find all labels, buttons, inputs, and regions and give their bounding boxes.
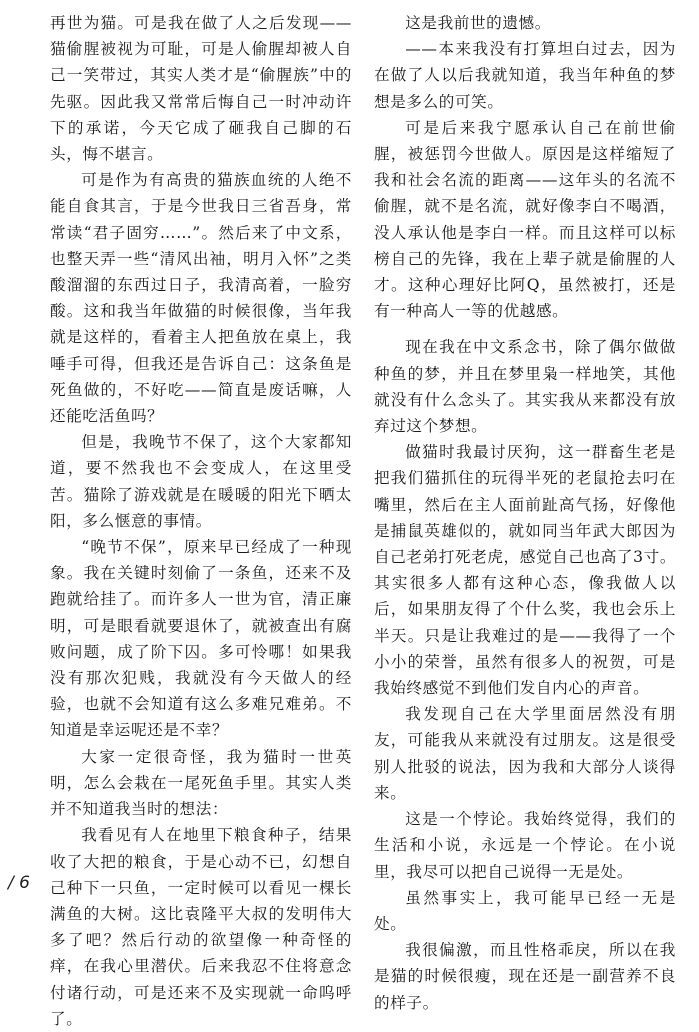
paragraph: 这是我前世的遗憾。 — [405, 14, 551, 32]
paragraph: 可是后来我宁愿承认自己在前世偷腥，被惩罚今世做人。原因是这样缩短了我和社会名流的距离——这年头的名流不偷腥，就不是名流，就好像李白不喝酒，没人承认他是李白一样。而且这样可以标榜自己的先锋，我在上辈子就是偷腥的人才。这种心理好比阿Q，虽然被打，还是有一种高人一等的优越感。 — [374, 118, 676, 321]
right-column — [374, 10, 676, 1016]
paragraph: 我看见有人在地里下粮食种子，结果收了大把的粮食，于是心动不已，幻想自己种下一只鱼，一定时候可以看见一棵长满鱼的大树。这比袁隆平大叔的发明伟大多了吧？然后行动的欲望像一种奇怪的痒，在我心里潜伏。后来我忍不住将意念付诸行动，可是还来不及实现就一命呜呼了。 — [50, 826, 352, 1028]
paragraph: 虽然事实上，我可能早已经一无是处。 — [374, 888, 676, 933]
paragraph: ——本来我没有打算坦白过去，因为在做了人以后我就知道，我当年种鱼的梦想是多么的可笑。 — [374, 40, 676, 111]
paragraph: 大家一定很奇怪，我为猫时一世英明，怎么会栽在一尾死鱼手里。其实人类并不知道我当时的想法： — [50, 747, 352, 819]
left-column — [50, 10, 352, 1032]
paragraph: 现在我在中文系念书，除了偶尔做做种鱼的梦，并且在梦里枭一样地笑，其他就没有什么念头了。其实我从来都没有放弃过这个梦想。 — [374, 338, 676, 436]
paragraph: “晚节不保”，原来早已经成了一种现象。我在关键时刻偷了一条鱼，还来不及跑就给挂了。而许多人一世为官，清正廉明，可是眼看就要退休了，就被查出有腐败问题，成了阶下囚。多可怜哪！如果我没有那次犯贱，我就没有今天做人的经验，也就不会知道有这么多难兄难弟。不知道是幸运呢还是不幸？ — [50, 538, 352, 740]
page-number: / 6 — [8, 873, 30, 893]
paragraph: 我很偏激，而且性格乖戾，所以在我是猫的时候很瘦，现在还是一副营养不良的样子。 — [374, 941, 676, 1012]
paragraph: 这是一个悖论。我始终觉得，我们的生活和小说，永远是一个悖论。在小说里，我尽可以把自己说得一无是处。 — [374, 810, 676, 881]
paragraph: 再世为猫。可是我在做了人之后发现——猫偷腥被视为可耻，可是人偷腥却被人自己一笑带过，其实人类才是“偷腥族”中的先驱。因此我又常常后悔自己一时冲动许下的承诺，今天它成了砸我自己脚的石头，悔不堪言。 — [50, 14, 352, 164]
paragraph: 但是，我晚节不保了，这个大家都知道，要不然我也不会变成人，在这里受苦。猫除了游戏就是在暖暖的阳光下晒太阳，多么惬意的事情。 — [50, 433, 352, 530]
paragraph: 可是作为有高贵的猫族血统的人绝不能自食其言，于是今世我日三省吾身，常常读“君子固穷……”。然后来了中文系，也整天弄一些“清风出袖，明月入怀”之类酸溜溜的东西过日子，我清高着，一脸穷酸。这和我当年做猫的时候很像，当年我就是这样的，看着主人把鱼放在桌上，我唾手可得，但我还是告诉自己：这条鱼是死鱼做的，不好吃——简直是废话嘛，人还能吃活鱼吗？ — [50, 171, 352, 426]
paragraph: 我发现自己在大学里面居然没有朋友，可能我从来就没有过朋友。这是很受别人批驳的说法，因为我和大部分人谈得来。 — [374, 705, 676, 802]
paragraph: 做猫时我最讨厌狗，这一群畜生老是把我们猫抓住的玩得半死的老鼠抢去叼在嘴里，然后在主人面前趾高气扬，好像他是捕鼠英雄似的，就如同当年武大郎因为自己老弟打死老虎，感觉自己也高了3寸。其实很多人都有这种心态，像我做人以后，如果朋友得了个什么奖，我也会乐上半天。只是让我难过的是——我得了一个小小的荣誉，虽然有很多人的祝贺，可是我始终感觉不到他们发自内心的声音。 — [374, 443, 677, 698]
